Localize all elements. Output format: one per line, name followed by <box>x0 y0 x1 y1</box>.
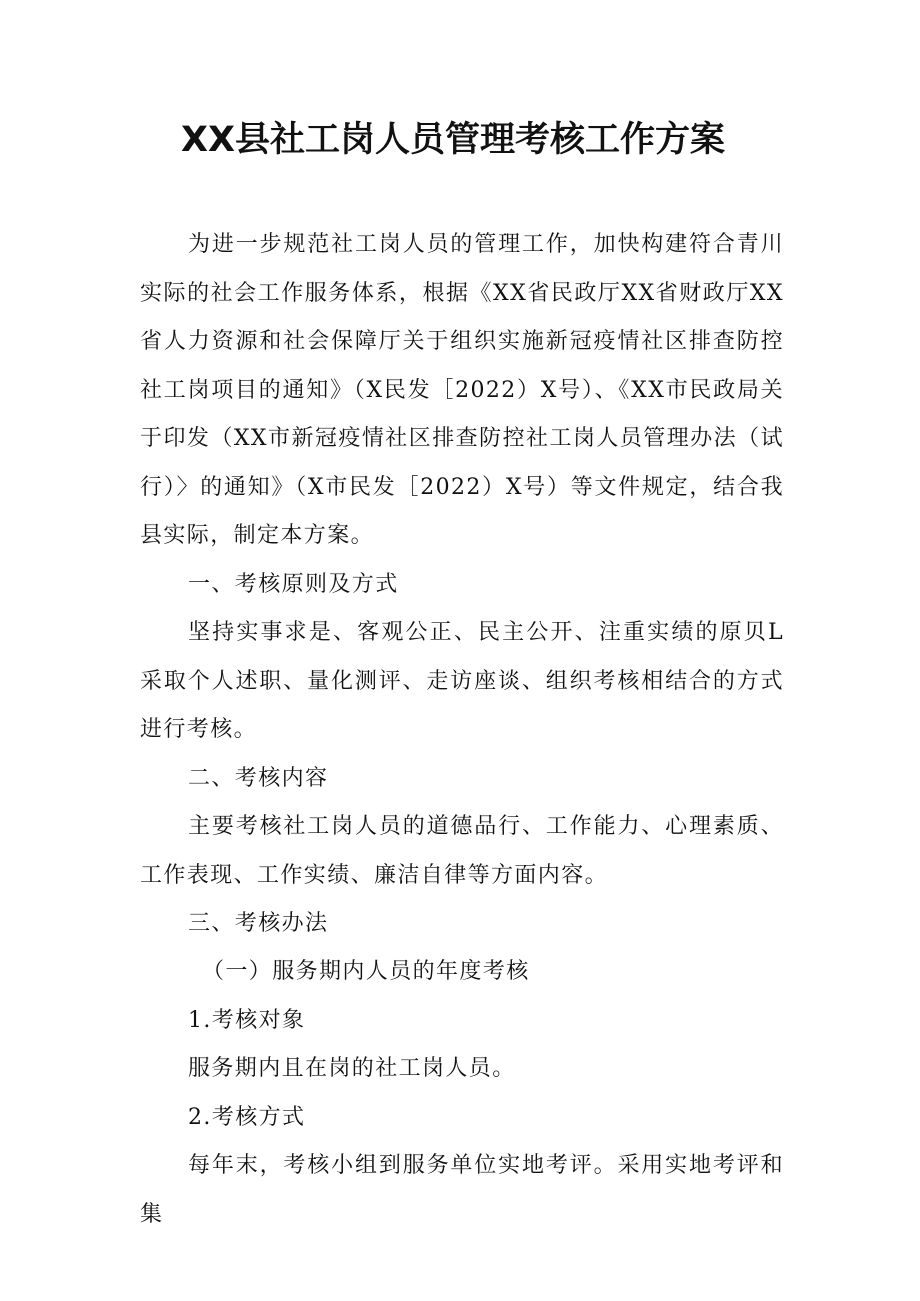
item-heading-target: 1.考核对象 <box>188 1008 306 1033</box>
subsection-heading-annual-review: （一）服务期内人员的年度考核 <box>202 959 530 984</box>
section-heading-content: 二、考核内容 <box>188 766 329 791</box>
principles-paragraph: 坚持实事求是、客观公正、民主公开、注重实绩的原贝L采取个人述职、量化测评、走访座谈、组织考核相结合的方式进行考核。 <box>140 620 784 742</box>
target-paragraph: 服务期内且在岗的社工岗人员。 <box>188 1056 516 1081</box>
item-heading-method: 2.考核方式 <box>188 1105 306 1130</box>
section-heading-principles: 一、考核原则及方式 <box>188 572 399 597</box>
document-title: XX县社工岗人员管理考核工作方案 <box>181 120 725 160</box>
section-heading-methods: 三、考核办法 <box>188 911 329 936</box>
intro-paragraph: 为进一步规范社工岗人员的管理工作，加快构建符合青川实际的社会工作服务体系，根据《XX省民政厅XX省财政厅XX省人力资源和社会保障厅关于组织实施新冠疫情社区排查防控社工岗项目的通知》（X民发［2022）X号）、《XX市民政局关于印发（XX市新冠疫情社区排查防控社工岗人员管理办法（试行）〉的通知》（X市民发［2022）X号）等文件规定，结合我县实际，制定本方案。 <box>140 232 784 548</box>
method-paragraph: 每年末，考核小组到服务单位实地考评。采用实地考评和集 <box>140 1153 784 1227</box>
content-paragraph: 主要考核社工岗人员的道德品行、工作能力、心理素质、工作表现、工作实绩、廉洁自律等方面内容。 <box>140 814 784 888</box>
